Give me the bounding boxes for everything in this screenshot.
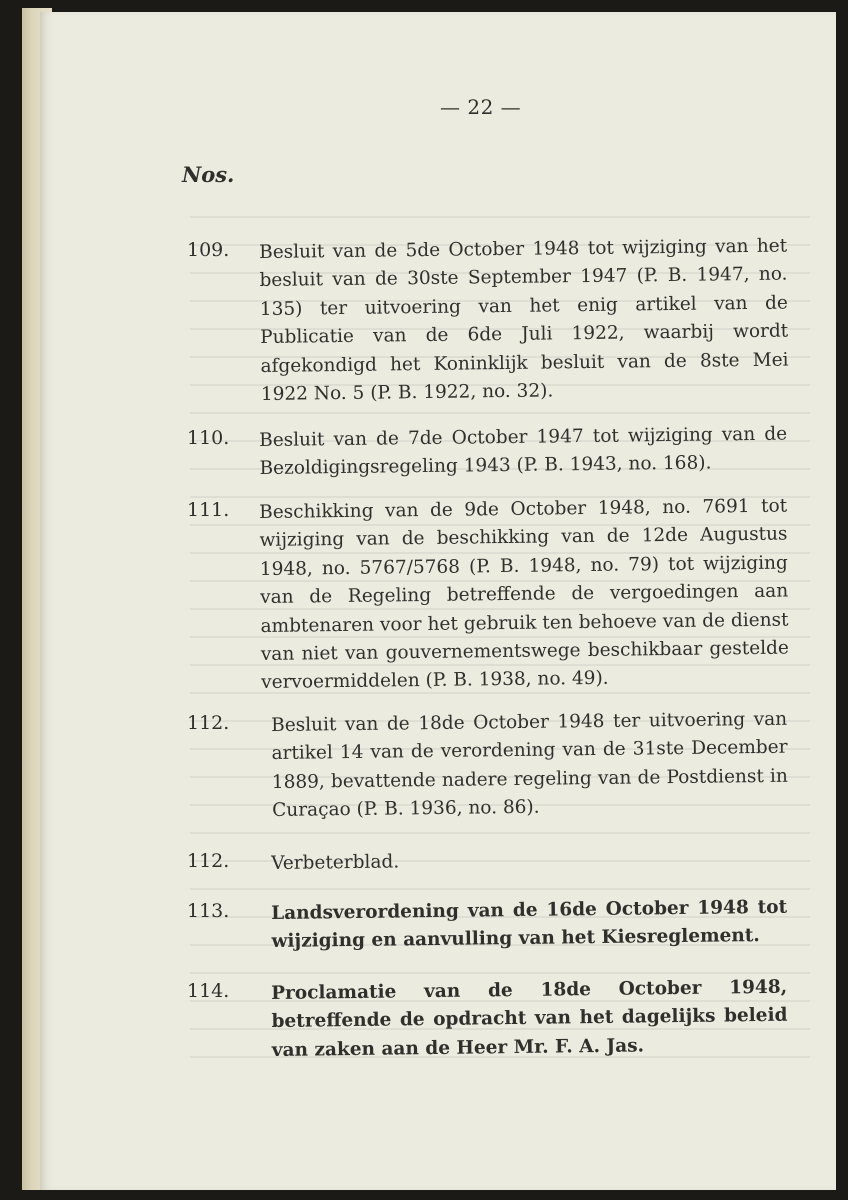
entry-number: 113. [187, 900, 230, 922]
entry-text: Verbeterblad. [271, 851, 400, 874]
entry-text: Landsverordening van de 16de October 1948 tot wijziging en aanvulling van het Kiesreglement. [271, 896, 788, 953]
entry-number: 112. [187, 712, 230, 734]
entry-text: Beschikking van de 9de October 1948, no. 7691 tot wijziging van de beschikking van de 12de Augustus 1948, no. 5767/5768 (P. B. 1948, no. 79) tot wijziging van de Regeling betreffende de vergoedingen aan ambtenaren voor het gebruik ten behoeve van de dienst van niet van gouvernementswege beschikbaar gestelde vervoermiddelen (P. B. 1938, no. 49). [259, 495, 789, 694]
entry-text: Besluit van de 18de October 1948 ter uitvoering van artikel 14 van de verordening van de 31ste December 1889, bevattende nadere regeling van de Postdienst in Curaçao (P. B. 1936, no. 86). [271, 708, 788, 822]
document-page [40, 12, 836, 1190]
entry-number: 109. [187, 239, 230, 261]
entry-text: Besluit van de 5de October 1948 tot wijziging van het besluit van de 30ste September 1947 (P. B. 1947, no. 135) ter uitvoering van het enig artikel van de Publicatie van de 6de Juli 1922, waarbij wordt afgekondigd het Koninklijk besluit van de 8ste Mei 1922 No. 5 (P. B. 1922, no. 32). [259, 235, 789, 406]
entry-text: Proclamatie van de 18de October 1948, betreffende de opdracht van het dagelijks beleid van zaken aan de Heer Mr. F. A. Jas. [271, 976, 788, 1061]
entry-number: 114. [187, 980, 230, 1002]
entry-number: 110. [187, 427, 230, 449]
column-heading-nos: Nos. [182, 162, 235, 187]
page-number: — 22 — [440, 95, 522, 119]
entry-number: 111. [187, 499, 230, 521]
entry-number: 112. [187, 850, 230, 872]
entry-text: Besluit van de 7de October 1947 tot wijziging van de Bezoldigingsregeling 1943 (P. B. 1943, no. 168). [259, 423, 788, 480]
